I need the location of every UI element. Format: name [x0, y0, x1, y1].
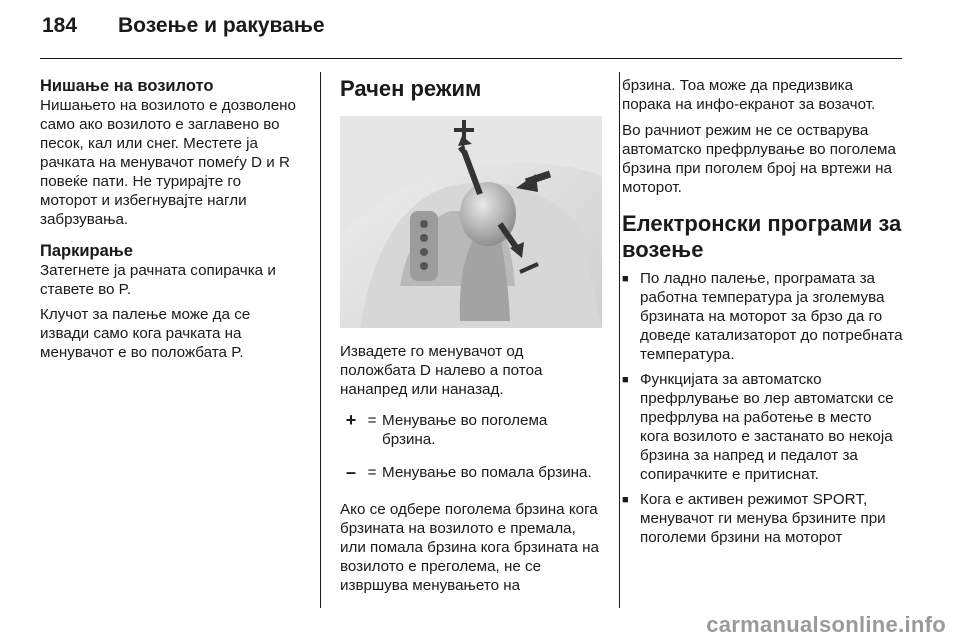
paragraph-manual-mode: Извадете го менувачот од положбата D налево а потоа нанапред или наназад.	[340, 343, 543, 398]
legend-equals: =	[367, 464, 377, 481]
paragraph-gear-change-note: Ако се одбере поголема брзина кога брзината на возилото е премала, или помала брзина кога брзината на возилото е преголема, не се извршува менувањето на	[340, 501, 599, 594]
section-heading-rocking: Нишање на возилото	[40, 77, 214, 95]
gear-lever-illustration	[340, 116, 602, 328]
paragraph-continued: брзина. Тоа може да предизвика порака на инфо-екранот за возачот.	[622, 77, 876, 113]
list-item: ■ Кога е активен режимот SPORT, менувачот ги менува брзините при поголеми брзини на моторот	[622, 491, 886, 546]
legend-upshift	[340, 411, 602, 449]
list-item: ■ Функцијата за автоматско префрлување во лер автоматски се префрлува на работење в место кога возилото е застанато во некоја брзина за напред и педалот за сопирачките е притиснат.	[622, 371, 894, 483]
page-number: 184	[42, 14, 78, 37]
column-3	[622, 76, 904, 547]
list-item: ■ По ладно палење, програмата за работна температура ја зголемува брзината на моторот за брзо да го доведе катализаторот до потребната температура.	[622, 270, 903, 363]
paragraph-parking-brake: Затегнете ја рачната сопирачка и ставете во P.	[40, 262, 276, 298]
plus-icon: +	[345, 410, 357, 430]
program-list	[622, 269, 904, 547]
column-divider-2	[619, 72, 620, 608]
column-1	[40, 76, 302, 362]
paragraph-rocking: Нишањето на возилото е дозволено само ако возилото е заглавено во песок, кал или снег. Местете ја рачката на менувачот помеѓу D и R повеќе пати. Не турирајте го моторот и избегнувајте нагли забрзувања.	[40, 97, 297, 228]
legend-downshift-text: Менување во помала брзина.	[382, 464, 592, 481]
paragraph-ignition-key: Клучот за палење може да се извади само кога рачката на менувачот е во положбата P.	[40, 306, 251, 361]
section-heading-manual-mode: Рачен режим	[340, 76, 482, 101]
page-header	[42, 14, 325, 38]
legend-upshift-text: Менување во поголема брзина.	[382, 412, 548, 448]
legend-downshift	[340, 463, 602, 482]
legend-equals: =	[367, 412, 377, 429]
watermark: carmanualsonline.info	[706, 612, 946, 637]
section-heading-parking: Паркирање	[40, 242, 133, 260]
header-rule	[40, 58, 902, 59]
column-divider-1	[320, 72, 321, 608]
paragraph-manual-upshift: Во рачниот режим не се остварува автоматско префрлување во поголема брзина при поголем број на вртежи на моторот.	[622, 122, 896, 196]
chapter-title: Возење и ракување	[118, 14, 325, 37]
section-heading-electronic-programs: Електронски програми за возење	[622, 211, 902, 262]
gear-lever-photo	[340, 116, 602, 328]
column-2	[340, 76, 602, 595]
minus-icon: –	[345, 462, 356, 482]
